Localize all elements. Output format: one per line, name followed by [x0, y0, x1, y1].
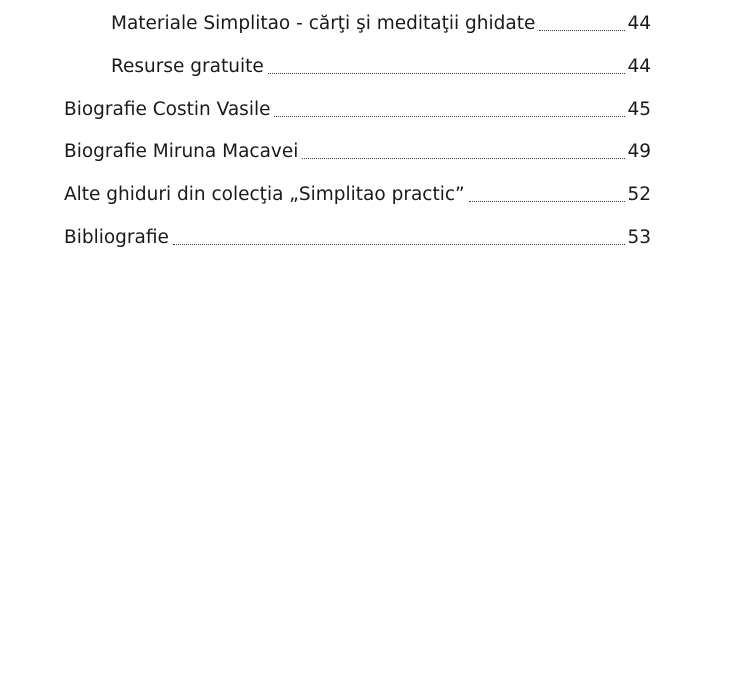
toc-entry-title: Alte ghiduri din colecţia „Simplitao practic” [64, 184, 465, 205]
toc-dot-leader [302, 158, 625, 159]
toc-entry-page-number: 49 [627, 141, 651, 162]
toc-dot-leader [268, 73, 626, 74]
toc-entry-materiale-simplitao[interactable] [111, 11, 651, 37]
toc-dot-leader [173, 244, 626, 245]
toc-entry-bibliografie[interactable] [64, 225, 651, 251]
toc-entry-biografie-miruna-macavei[interactable] [64, 139, 651, 165]
toc-entry-title: Materiale Simplitao - cărţi şi meditaţii ghidate [111, 13, 536, 34]
toc-entry-title: Biografie Miruna Macavei [64, 141, 299, 162]
toc-entry-page-number: 45 [627, 99, 651, 120]
toc-entry-title: Biografie Costin Vasile [64, 99, 271, 120]
toc-entry-page-number: 52 [627, 184, 651, 205]
toc-entry-alte-ghiduri[interactable] [64, 182, 651, 208]
toc-dot-leader [274, 116, 625, 117]
toc-entry-resurse-gratuite[interactable] [111, 54, 651, 80]
toc-entry-page-number: 53 [627, 227, 651, 248]
toc-entry-title: Bibliografie [64, 227, 169, 248]
toc-dot-leader [469, 201, 626, 202]
toc-entry-page-number: 44 [627, 56, 651, 77]
toc-entry-biografie-costin-vasile[interactable] [64, 97, 651, 123]
toc-dot-leader [539, 30, 625, 31]
toc-entry-page-number: 44 [627, 13, 651, 34]
toc-entry-title: Resurse gratuite [111, 56, 264, 77]
